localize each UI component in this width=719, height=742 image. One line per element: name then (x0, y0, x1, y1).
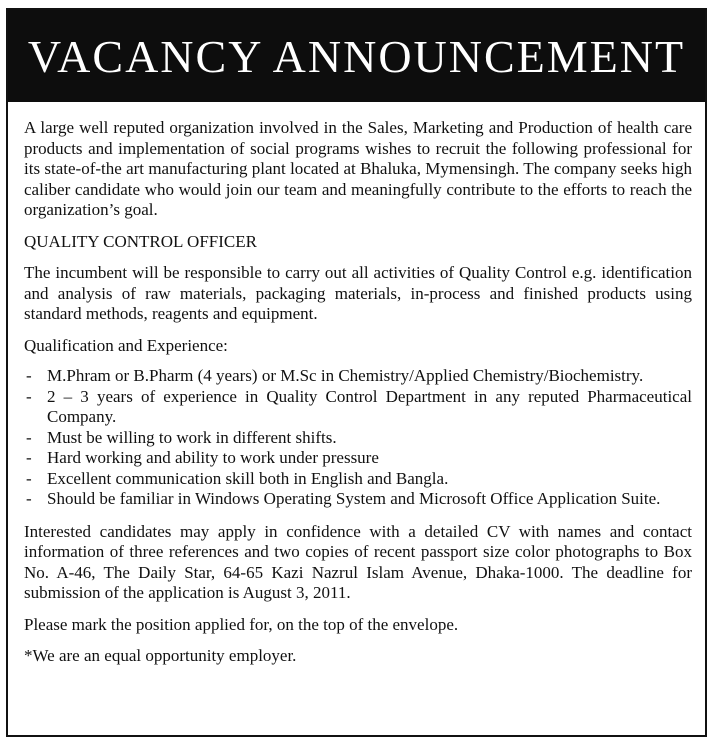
list-item (26, 489, 692, 510)
equal-opportunity-note: *We are an equal opportunity employer. (24, 646, 297, 665)
list-bullet: - (26, 448, 32, 467)
list-bullet: - (26, 386, 32, 406)
announcement-banner: VACANCY ANNOUNCEMENT (8, 10, 705, 102)
list-item (26, 428, 692, 449)
list-item-text: Must be willing to work in different shifts. (47, 427, 337, 447)
intro-paragraph: A large well reputed organization involved in the Sales, Marketing and Production of health care products and implementation of social programs wishes to recruit the following professional for its state-of-the art manufacturing plant located at Bhaluka, Mymensingh. The company seeks high caliber candidate who would join our team and meaningfully contribute to the efforts to reach the organization’s goal. (24, 118, 692, 219)
list-item-text: Should be familiar in Windows Operating System and Microsoft Office Application Suite. (47, 489, 661, 508)
vacancy-advertisement (6, 8, 707, 737)
list-item-text: Excellent communication skill both in English and Bangla. (47, 468, 449, 488)
qualification-list (24, 366, 692, 510)
list-item (26, 448, 692, 469)
position-title: QUALITY CONTROL OFFICER (24, 231, 257, 251)
list-item-text: 2 – 3 years of experience in Quality Control Department in any reputed Pharmaceutical Company. (47, 386, 692, 426)
list-bullet: - (26, 468, 32, 488)
qualification-heading: Qualification and Experience: (24, 335, 228, 355)
list-bullet: - (26, 366, 32, 385)
list-bullet: - (26, 489, 32, 508)
ad-body (8, 102, 705, 667)
envelope-note: Please mark the position applied for, on the top of the envelope. (24, 614, 459, 634)
list-item (26, 469, 692, 490)
responsibility-paragraph: The incumbent will be responsible to carry out all activities of Quality Control e.g. identification and analysis of raw materials, packaging materials, in-process and finished products using standard methods, reagents and equipment. (24, 263, 692, 323)
application-instructions: Interested candidates may apply in confidence with a detailed CV with names and contact information of three references and two copies of recent passport size color photographs to Box No. A-46, The Daily Star, 64-65 Kazi Nazrul Islam Avenue, Dhaka-1000. The deadline for submission of the application is August 3, 2011. (24, 521, 692, 602)
list-item-text: Hard working and ability to work under pressure (47, 448, 379, 467)
list-item (26, 387, 692, 428)
list-item-text: M.Phram or B.Pharm (4 years) or M.Sc in Chemistry/Applied Chemistry/Biochemistry. (47, 366, 644, 385)
list-item (26, 366, 692, 387)
list-bullet: - (26, 427, 32, 447)
